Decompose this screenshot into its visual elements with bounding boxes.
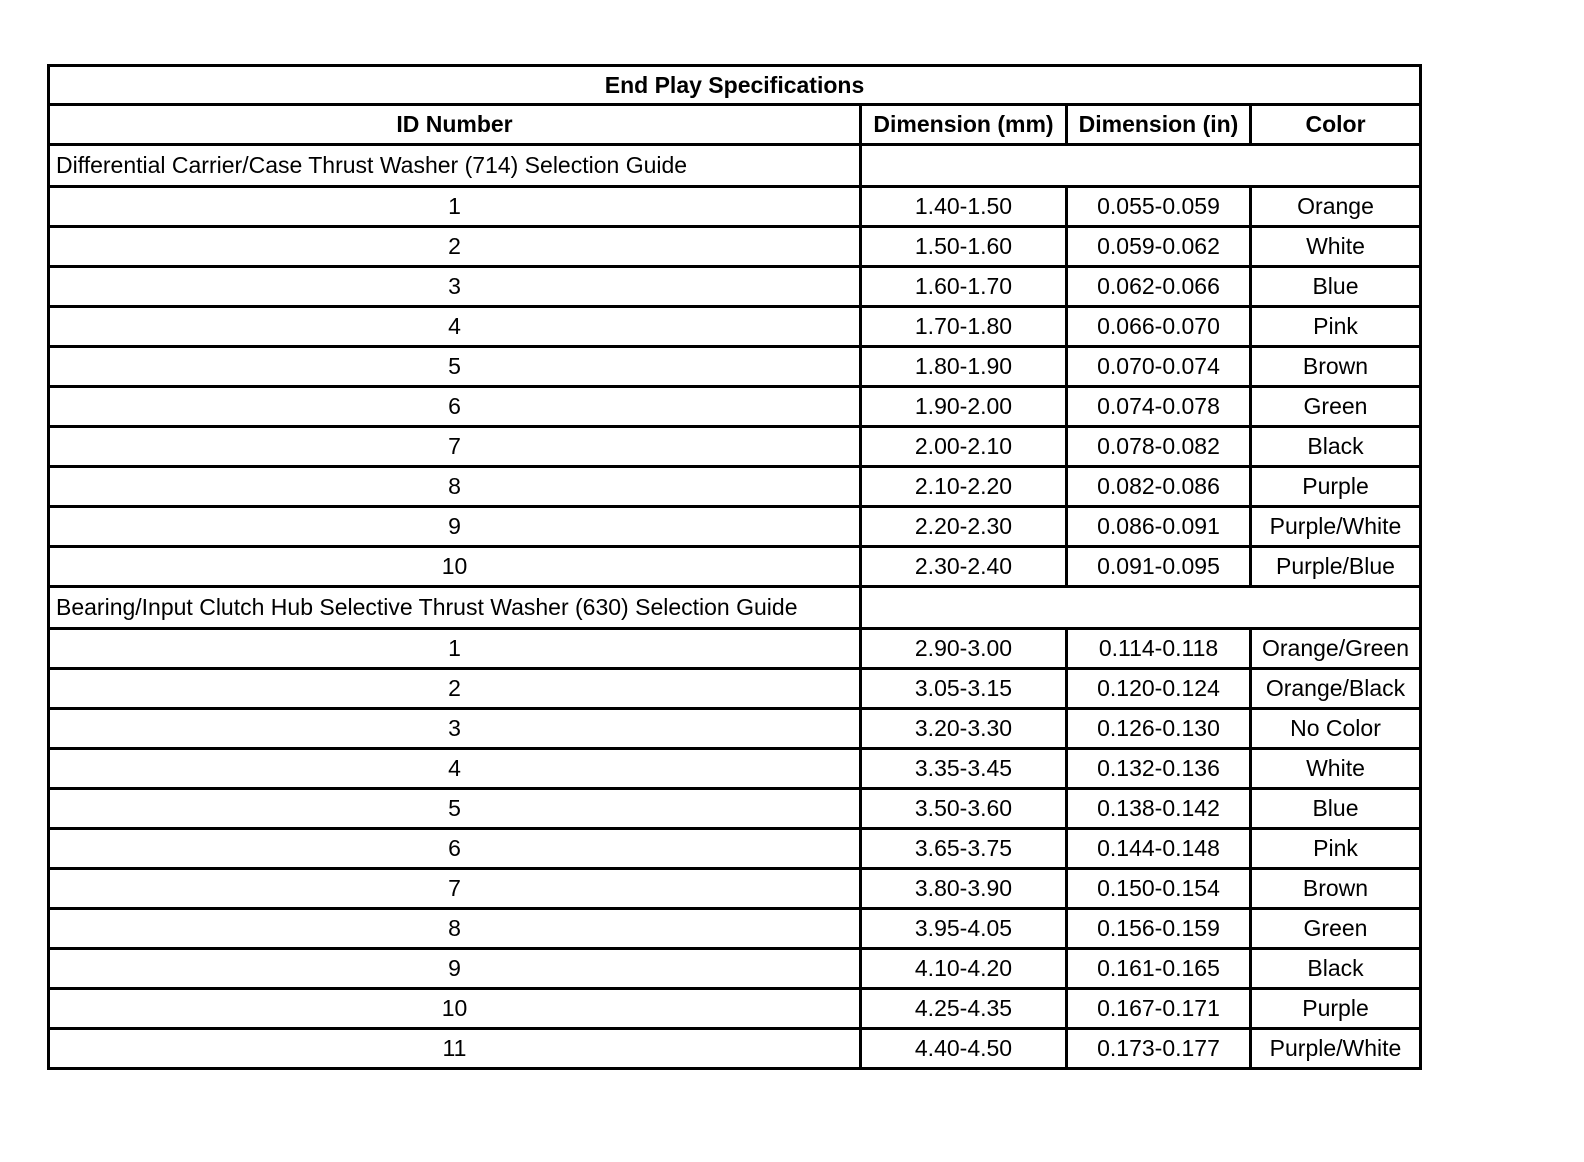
color-cell: Purple/White [1251, 1029, 1421, 1069]
color-cell: Blue [1251, 789, 1421, 829]
color-cell: Brown [1251, 347, 1421, 387]
color-cell: Purple/White [1251, 507, 1421, 547]
dimension-in-cell: 0.114-0.118 [1067, 629, 1251, 669]
id-number-cell: 11 [49, 1029, 861, 1069]
dimension-mm-cell: 3.95-4.05 [861, 909, 1067, 949]
column-header-id-number: ID Number [49, 105, 861, 145]
dimension-mm-cell: 2.10-2.20 [861, 467, 1067, 507]
dimension-mm-cell: 1.60-1.70 [861, 267, 1067, 307]
id-number-cell: 8 [49, 467, 861, 507]
dimension-in-cell: 0.066-0.070 [1067, 307, 1251, 347]
dimension-in-cell: 0.091-0.095 [1067, 547, 1251, 587]
table-row [49, 347, 1421, 387]
color-cell: Purple/Blue [1251, 547, 1421, 587]
table-row [49, 989, 1421, 1029]
dimension-mm-cell: 1.90-2.00 [861, 387, 1067, 427]
color-cell: Green [1251, 909, 1421, 949]
dimension-in-cell: 0.173-0.177 [1067, 1029, 1251, 1069]
title-row [49, 66, 1421, 105]
color-cell: Purple [1251, 467, 1421, 507]
table-row [49, 869, 1421, 909]
section-blank-cell [861, 145, 1421, 187]
dimension-mm-cell: 3.20-3.30 [861, 709, 1067, 749]
dimension-in-cell: 0.070-0.074 [1067, 347, 1251, 387]
dimension-in-cell: 0.126-0.130 [1067, 709, 1251, 749]
id-number-cell: 7 [49, 869, 861, 909]
dimension-mm-cell: 1.40-1.50 [861, 187, 1067, 227]
id-number-cell: 3 [49, 709, 861, 749]
dimension-mm-cell: 4.40-4.50 [861, 1029, 1067, 1069]
table-row [49, 629, 1421, 669]
dimension-in-cell: 0.138-0.142 [1067, 789, 1251, 829]
dimension-mm-cell: 4.10-4.20 [861, 949, 1067, 989]
color-cell: Black [1251, 949, 1421, 989]
dimension-in-cell: 0.074-0.078 [1067, 387, 1251, 427]
column-header-dimension-mm: Dimension (mm) [861, 105, 1067, 145]
id-number-cell: 3 [49, 267, 861, 307]
dimension-in-cell: 0.150-0.154 [1067, 869, 1251, 909]
id-number-cell: 1 [49, 629, 861, 669]
dimension-in-cell: 0.161-0.165 [1067, 949, 1251, 989]
dimension-mm-cell: 4.25-4.35 [861, 989, 1067, 1029]
dimension-mm-cell: 3.65-3.75 [861, 829, 1067, 869]
color-cell: Orange/Green [1251, 629, 1421, 669]
color-cell: No Color [1251, 709, 1421, 749]
dimension-in-cell: 0.167-0.171 [1067, 989, 1251, 1029]
id-number-cell: 5 [49, 789, 861, 829]
section-blank-cell [861, 587, 1421, 629]
table-title: End Play Specifications [49, 66, 1421, 105]
id-number-cell: 5 [49, 347, 861, 387]
dimension-in-cell: 0.055-0.059 [1067, 187, 1251, 227]
table-row [49, 427, 1421, 467]
dimension-mm-cell: 1.50-1.60 [861, 227, 1067, 267]
id-number-cell: 2 [49, 227, 861, 267]
table-row [49, 949, 1421, 989]
section-label: Bearing/Input Clutch Hub Selective Thrust Washer (630) Selection Guide [49, 587, 861, 629]
id-number-cell: 7 [49, 427, 861, 467]
table-body [49, 66, 1421, 1069]
end-play-specifications-table [47, 64, 1422, 1070]
dimension-mm-cell: 2.30-2.40 [861, 547, 1067, 587]
dimension-in-cell: 0.059-0.062 [1067, 227, 1251, 267]
color-cell: Pink [1251, 829, 1421, 869]
dimension-mm-cell: 3.80-3.90 [861, 869, 1067, 909]
id-number-cell: 9 [49, 507, 861, 547]
table-row [49, 829, 1421, 869]
color-cell: White [1251, 749, 1421, 789]
id-number-cell: 1 [49, 187, 861, 227]
dimension-mm-cell: 2.90-3.00 [861, 629, 1067, 669]
dimension-mm-cell: 3.50-3.60 [861, 789, 1067, 829]
id-number-cell: 6 [49, 387, 861, 427]
id-number-cell: 10 [49, 989, 861, 1029]
table-row [49, 187, 1421, 227]
dimension-in-cell: 0.078-0.082 [1067, 427, 1251, 467]
id-number-cell: 9 [49, 949, 861, 989]
table-row [49, 789, 1421, 829]
id-number-cell: 8 [49, 909, 861, 949]
dimension-in-cell: 0.132-0.136 [1067, 749, 1251, 789]
id-number-cell: 2 [49, 669, 861, 709]
color-cell: Brown [1251, 869, 1421, 909]
table-row [49, 307, 1421, 347]
color-cell: White [1251, 227, 1421, 267]
color-cell: Orange/Black [1251, 669, 1421, 709]
color-cell: Black [1251, 427, 1421, 467]
dimension-in-cell: 0.120-0.124 [1067, 669, 1251, 709]
id-number-cell: 6 [49, 829, 861, 869]
table-row [49, 547, 1421, 587]
column-header-color: Color [1251, 105, 1421, 145]
header-row [49, 105, 1421, 145]
dimension-mm-cell: 1.80-1.90 [861, 347, 1067, 387]
dimension-in-cell: 0.082-0.086 [1067, 467, 1251, 507]
dimension-mm-cell: 3.35-3.45 [861, 749, 1067, 789]
table-row [49, 507, 1421, 547]
color-cell: Green [1251, 387, 1421, 427]
section-header-row [49, 145, 1421, 187]
section-header-row [49, 587, 1421, 629]
table-row [49, 227, 1421, 267]
dimension-in-cell: 0.156-0.159 [1067, 909, 1251, 949]
dimension-mm-cell: 3.05-3.15 [861, 669, 1067, 709]
color-cell: Pink [1251, 307, 1421, 347]
section-label: Differential Carrier/Case Thrust Washer (714) Selection Guide [49, 145, 861, 187]
dimension-in-cell: 0.144-0.148 [1067, 829, 1251, 869]
table-row [49, 709, 1421, 749]
id-number-cell: 10 [49, 547, 861, 587]
column-header-dimension-in: Dimension (in) [1067, 105, 1251, 145]
dimension-mm-cell: 1.70-1.80 [861, 307, 1067, 347]
table-row [49, 387, 1421, 427]
table-row [49, 669, 1421, 709]
table-row [49, 909, 1421, 949]
dimension-in-cell: 0.086-0.091 [1067, 507, 1251, 547]
dimension-mm-cell: 2.20-2.30 [861, 507, 1067, 547]
table-row [49, 467, 1421, 507]
color-cell: Orange [1251, 187, 1421, 227]
table-row [49, 1029, 1421, 1069]
dimension-in-cell: 0.062-0.066 [1067, 267, 1251, 307]
id-number-cell: 4 [49, 307, 861, 347]
dimension-mm-cell: 2.00-2.10 [861, 427, 1067, 467]
id-number-cell: 4 [49, 749, 861, 789]
table-row [49, 749, 1421, 789]
table-row [49, 267, 1421, 307]
color-cell: Purple [1251, 989, 1421, 1029]
color-cell: Blue [1251, 267, 1421, 307]
